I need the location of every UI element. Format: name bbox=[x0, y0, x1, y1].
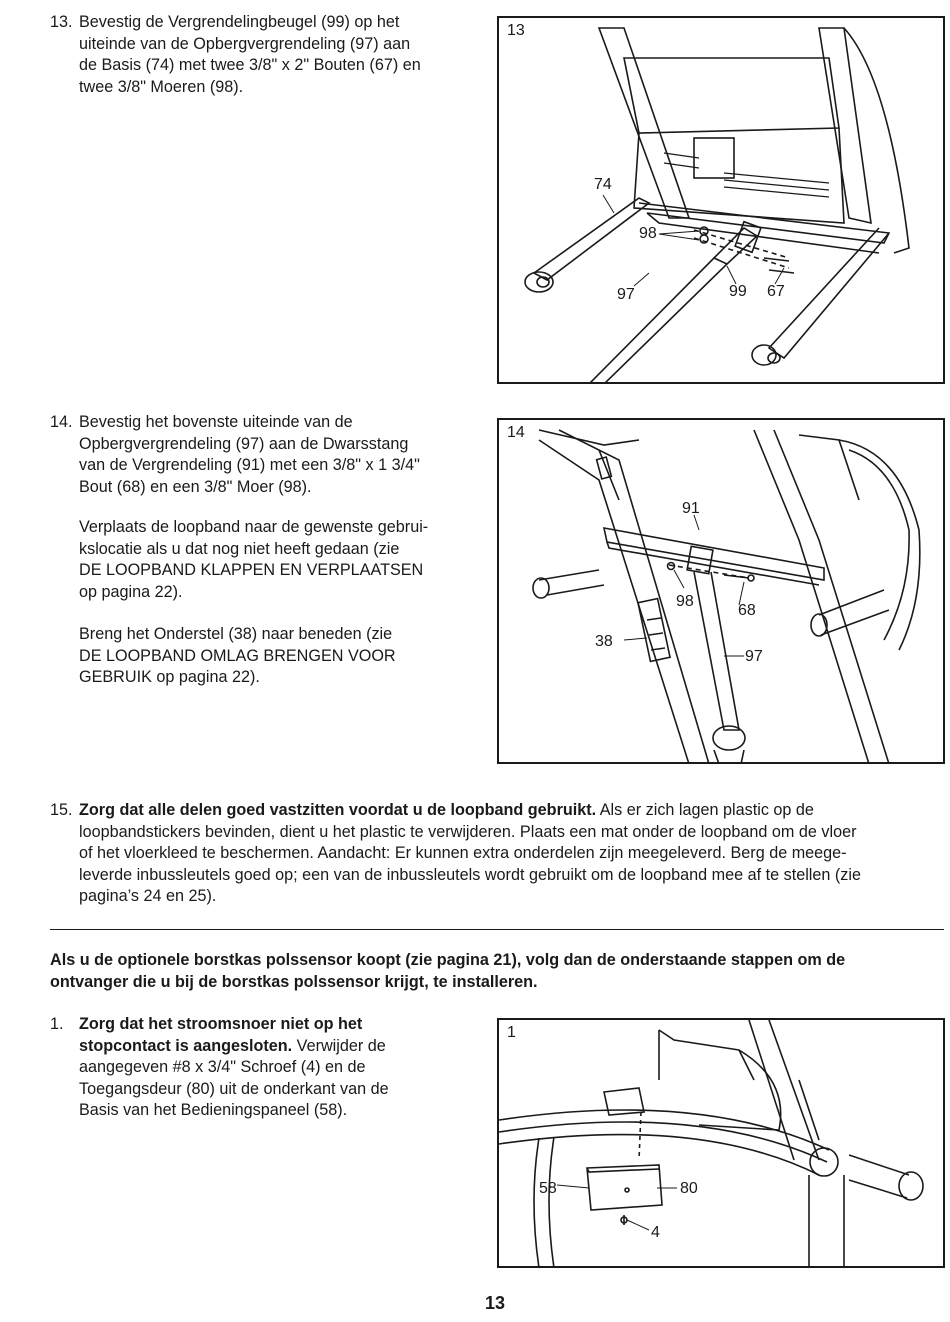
figure-1-number: 1 bbox=[507, 1024, 516, 1041]
callout-91: 91 bbox=[682, 500, 700, 517]
step-14-text bbox=[79, 412, 420, 498]
figure-1-drawing bbox=[499, 1020, 945, 1268]
step-15-line-1-rest: Als er zich lagen plastic op de bbox=[596, 801, 814, 819]
callout-38: 38 bbox=[595, 633, 613, 650]
section-divider bbox=[50, 929, 944, 930]
step-b1-line bbox=[79, 1014, 389, 1036]
step-14-line: kslocatie als u dat nog niet heeft gedaan (zie bbox=[79, 539, 400, 558]
step-15-bold-lead: Zorg dat alle delen goed vastzitten voordat u de loopband gebruikt. bbox=[79, 801, 597, 819]
callout-58: 58 bbox=[539, 1180, 557, 1197]
figure-13-drawing bbox=[499, 18, 945, 384]
step-b1-bold-1: Zorg dat het stroomsnoer niet op het bbox=[79, 1015, 363, 1033]
step-14-line: Breng het Onderstel (38) naar beneden (zie bbox=[79, 625, 393, 643]
step-13-line: uiteinde van de Opbergvergrendeling (97) aan bbox=[79, 34, 411, 53]
step-14-number: 14. bbox=[50, 413, 73, 431]
step-b1-line-2-rest: Verwijder de bbox=[292, 1036, 386, 1055]
step-14-paragraph-3 bbox=[79, 624, 396, 689]
step-15-text bbox=[79, 800, 861, 908]
step-b1-number: 1. bbox=[50, 1015, 64, 1033]
step-14-line: op pagina 22). bbox=[79, 582, 183, 601]
step-b1-line bbox=[79, 1036, 389, 1058]
step-14-line: Verplaats de loopband naar de gewenste gebrui- bbox=[79, 518, 429, 536]
heading-line: Als u de optionele borstkas polssensor koopt (zie pagina 21), volg dan de onderstaande stappen om de bbox=[50, 951, 846, 969]
step-14-paragraph-2 bbox=[79, 517, 428, 603]
step-14-line: Bout (68) en een 3/8" Moer (98). bbox=[79, 477, 312, 496]
callout-97: 97 bbox=[745, 648, 763, 665]
callout-4: 4 bbox=[651, 1224, 660, 1241]
figure-14-drawing bbox=[499, 420, 945, 764]
step-13-line: de Basis (74) met twee 3/8" x 2" Bouten (67) en bbox=[79, 56, 421, 75]
page-number: 13 bbox=[484, 1293, 506, 1313]
step-13-line: twee 3/8" Moeren (98). bbox=[79, 77, 244, 96]
step-15-line: loopbandstickers bevinden, dient u het plastic te verwijderen. Plaats een mat onder de loopband om de vloer bbox=[79, 822, 857, 841]
figure-13-number: 13 bbox=[507, 22, 525, 39]
figure-14 bbox=[497, 418, 945, 764]
step-13-text bbox=[79, 12, 421, 98]
callout-98: 98 bbox=[639, 225, 657, 242]
callout-98: 98 bbox=[676, 593, 694, 610]
step-15-line: leverde inbussleutels goed op; een van de inbussleutels wordt gebruikt om de loopband mee af te stellen (zie bbox=[79, 865, 861, 884]
step-14-line: DE LOOPBAND KLAPPEN EN VERPLAATSEN bbox=[79, 561, 424, 580]
callout-68: 68 bbox=[738, 602, 756, 619]
callout-80: 80 bbox=[680, 1180, 698, 1197]
figure-14-number: 14 bbox=[507, 424, 525, 441]
callout-67: 67 bbox=[767, 283, 785, 300]
step-13-line: Bevestig de Vergrendelingbeugel (99) op het bbox=[79, 13, 400, 31]
step-b1-line: Toegangsdeur (80) uit de onderkant van de bbox=[79, 1079, 389, 1098]
step-b1-bold-2: stopcontact is aangesloten. bbox=[79, 1036, 293, 1055]
callout-97: 97 bbox=[617, 286, 635, 303]
step-14-line: DE LOOPBAND OMLAG BRENGEN VOOR bbox=[79, 646, 396, 665]
step-15-number: 15. bbox=[50, 801, 73, 819]
step-b1-line: aangegeven #8 x 3/4" Schroef (4) en de bbox=[79, 1058, 366, 1077]
step-15-line-1 bbox=[79, 800, 861, 822]
step-13-number: 13. bbox=[50, 13, 73, 31]
step-15-line: pagina’s 24 en 25). bbox=[79, 887, 217, 906]
step-14-line: Bevestig het bovenste uiteinde van de bbox=[79, 413, 353, 431]
step-b1-line: Basis van het Bedieningspaneel (58). bbox=[79, 1101, 348, 1120]
step-b1-text bbox=[79, 1014, 389, 1122]
figure-13 bbox=[497, 16, 945, 384]
step-14-line: van de Vergrendeling (91) met een 3/8" x 1 3/4" bbox=[79, 456, 420, 475]
step-14-line: Opbergvergrendeling (97) aan de Dwarsstang bbox=[79, 434, 409, 453]
step-15-line: of het vloerkleed te beschermen. Aandacht: Er kunnen extra onderdelen zijn meegeleverd. Berg de meege- bbox=[79, 844, 847, 863]
callout-99: 99 bbox=[729, 283, 747, 300]
optional-section-heading bbox=[50, 950, 845, 993]
callout-74: 74 bbox=[594, 176, 612, 193]
figure-1 bbox=[497, 1018, 945, 1268]
step-14-line: GEBRUIK op pagina 22). bbox=[79, 668, 260, 687]
heading-line: ontvanger die u bij de borstkas polssensor krijgt, te installeren. bbox=[50, 972, 538, 991]
